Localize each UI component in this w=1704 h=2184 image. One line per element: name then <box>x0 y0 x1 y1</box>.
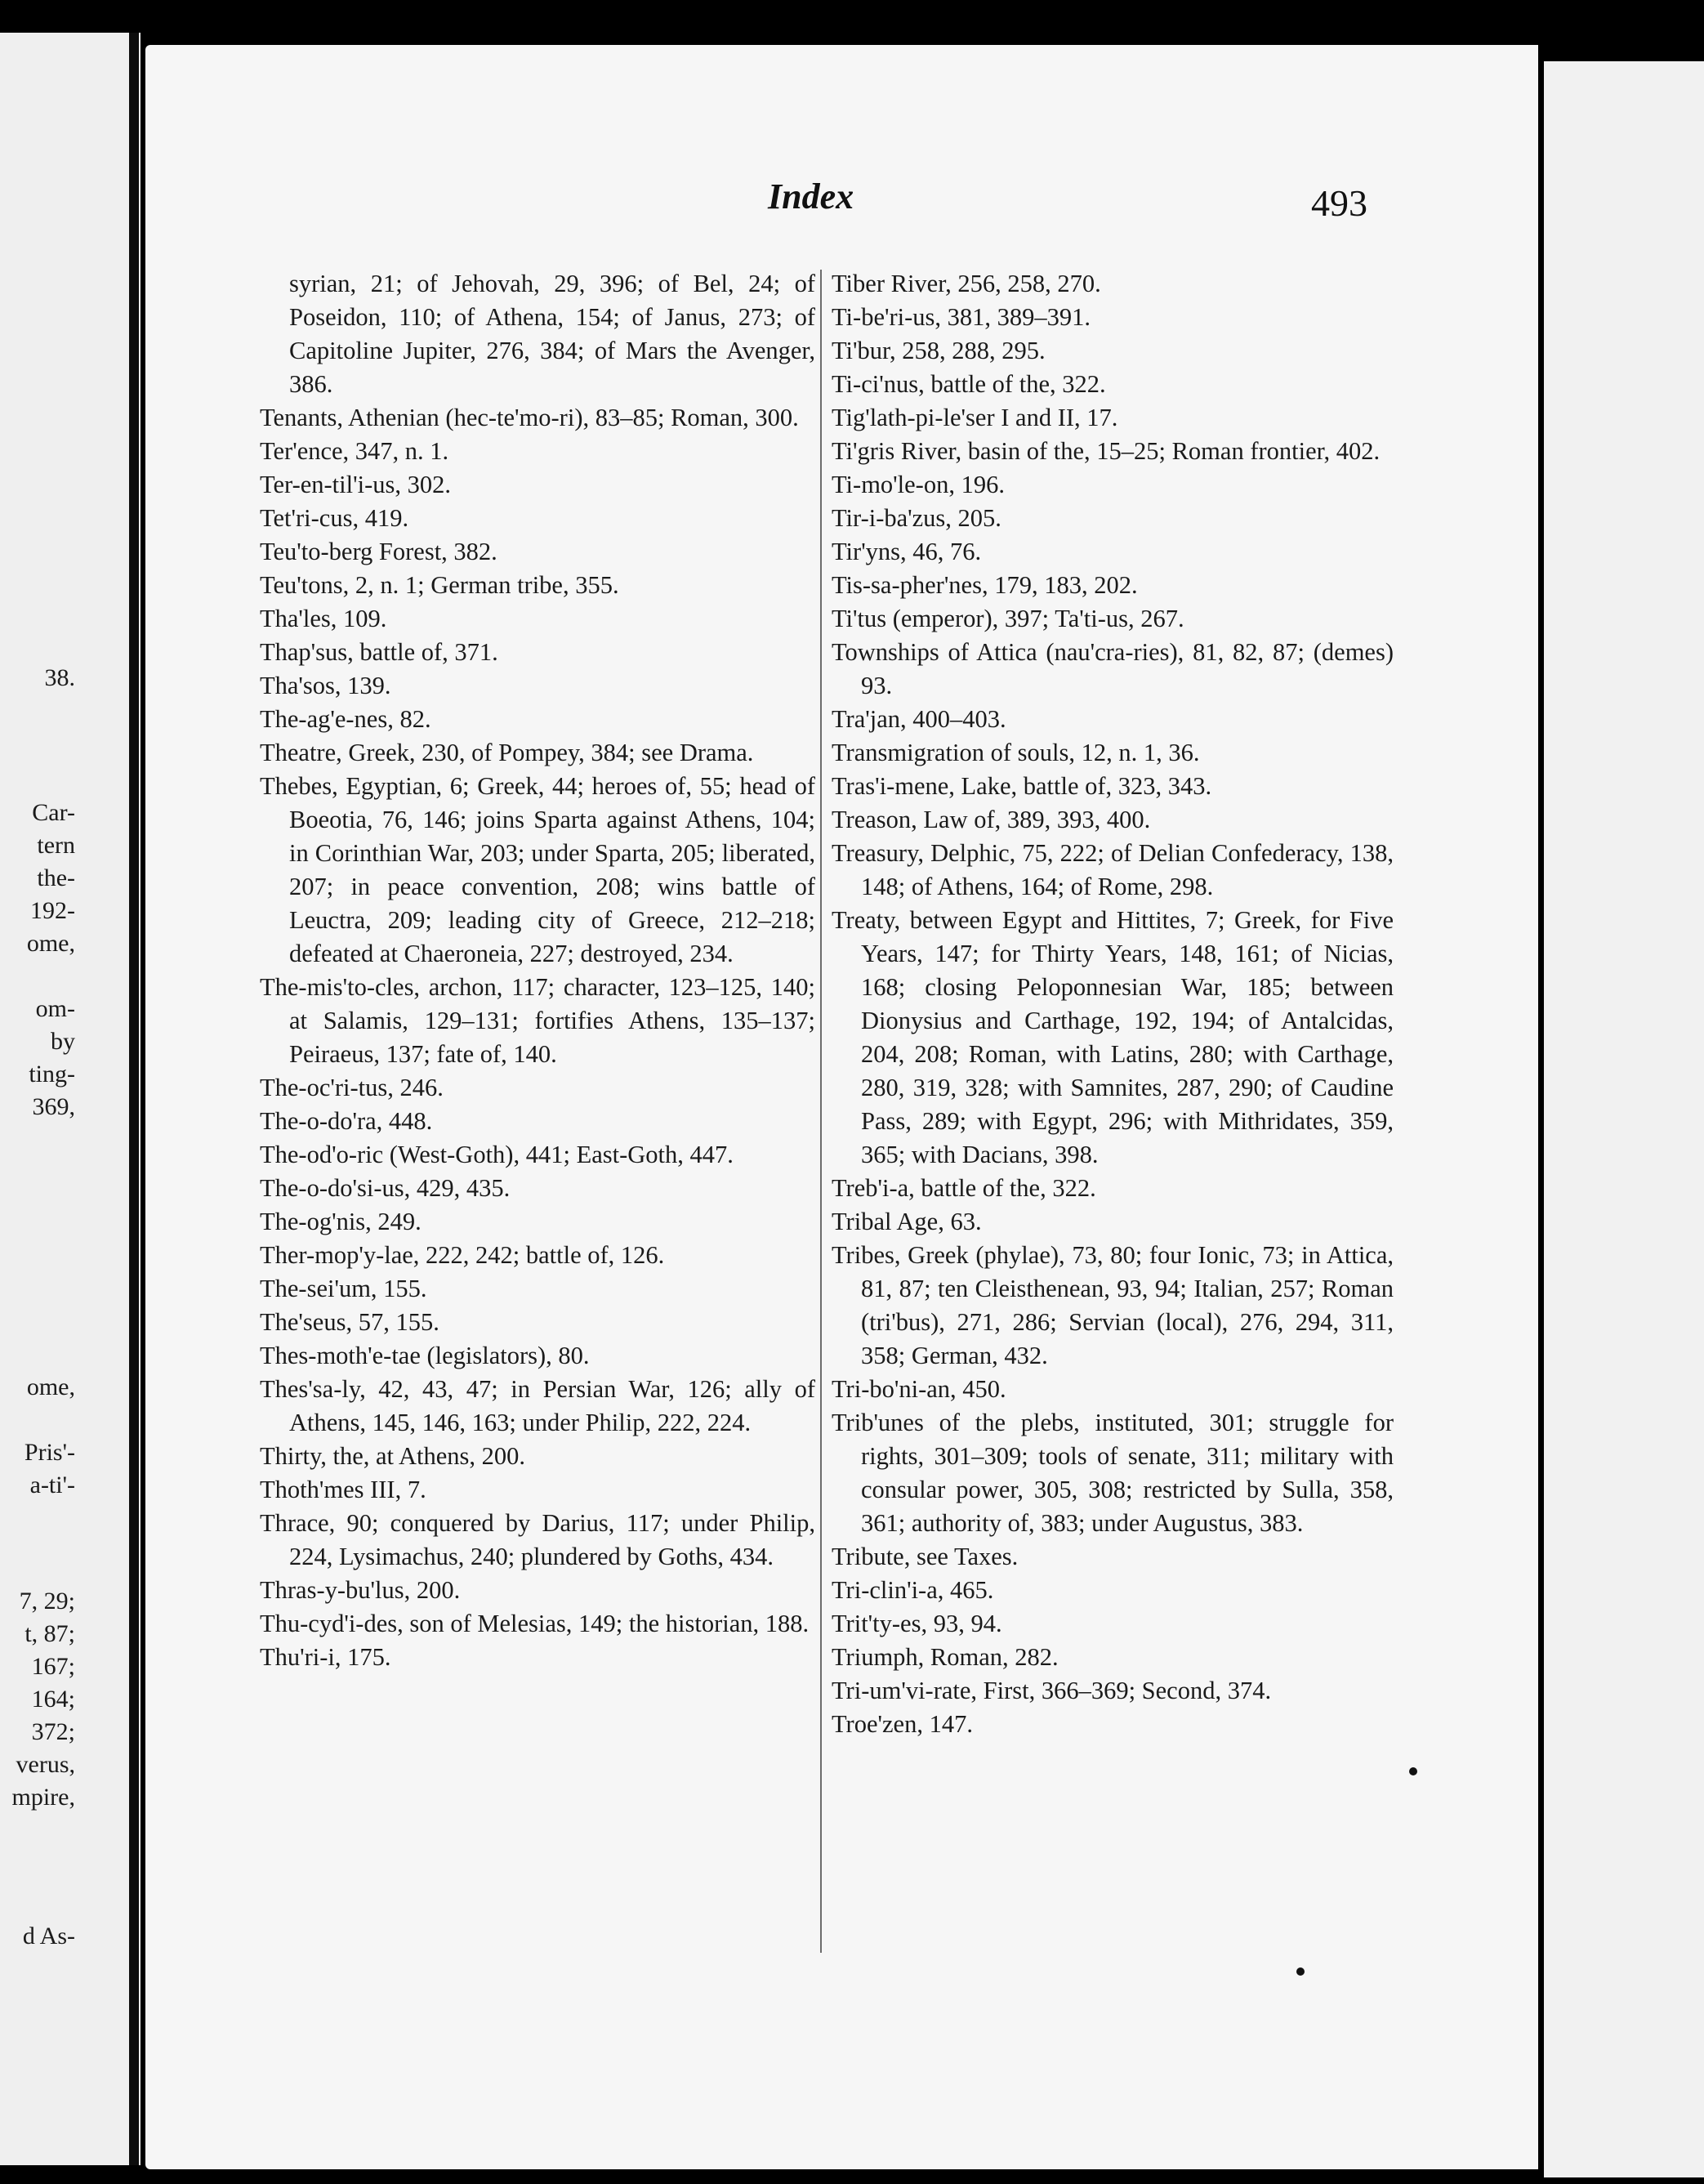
index-entry: Tri-bo'ni-an, 450. <box>832 1375 1006 1403</box>
ink-speck <box>1296 1967 1305 1976</box>
index-entry: The-o-do'si-us, 429, 435. <box>260 1174 511 1202</box>
index-entry-list <box>260 401 815 1674</box>
index-entry: Tenants, Athenian (hec-te'mo-ri), 83–85; Roman, 300. <box>260 404 799 431</box>
column-divider <box>820 270 822 1953</box>
index-entry: Tet'ri-cus, 419. <box>260 504 409 532</box>
index-entry: Thes'sa-ly, 42, 43, 47; in Persian War, 126; ally of Athens, 145, 146, 163; under Philip, 222, 224. <box>260 1375 815 1436</box>
index-entry: Troe'zen, 147. <box>832 1710 973 1738</box>
index-entry: Tha'sos, 139. <box>260 672 391 699</box>
index-entry: Tribal Age, 63. <box>832 1208 982 1235</box>
index-entry: Ti'tus (emperor), 397; Ta'ti-us, 267. <box>832 605 1184 632</box>
index-entry: Tribute, see Taxes. <box>832 1543 1019 1570</box>
index-entry: Transmigration of souls, 12, n. 1, 36. <box>832 739 1200 766</box>
index-entry: Tis-sa-pher'nes, 179, 183, 202. <box>832 571 1138 599</box>
margin-fragment: by <box>51 1028 75 1055</box>
index-entry: Ti'bur, 258, 288, 295. <box>832 337 1046 364</box>
book-spine-shadow <box>129 33 139 2165</box>
index-entry: Thu-cyd'i-des, son of Melesias, 149; the historian, 188. <box>260 1610 810 1637</box>
margin-fragment: ome, <box>26 930 75 957</box>
index-entry: Teu'to-berg Forest, 382. <box>260 538 497 565</box>
index-entry: Treaty, between Egypt and Hittites, 7; Greek, for Five Years, 147; for Thirty Years, 148, 161; of Nicias, 168; closing Peloponnesian War, 185; between Dionysius and Carthage, 192, 194; of Antalcidas, 204, 208; Roman, with Latins, 280; with Carthage, 280, 319, 328; with Samnites, 287, 290; of Caudine Pass, 289; with Egypt, 296; with Mithridates, 359, 365; with Dacians, 398. <box>832 906 1394 1168</box>
margin-fragment: Car- <box>32 799 75 826</box>
index-entry: Tir-i-ba'zus, 205. <box>832 504 1001 532</box>
running-title: Index <box>768 176 854 217</box>
index-entry: Thes-moth'e-tae (legislators), 80. <box>260 1342 590 1369</box>
index-entry: Treb'i-a, battle of the, 322. <box>832 1174 1096 1202</box>
index-entry: Thrace, 90; conquered by Darius, 117; under Philip, 224, Lysimachus, 240; plundered by Goths, 434. <box>260 1509 815 1570</box>
index-entry-continuation: syrian, 21; of Jehovah, 29, 396; of Bel, 24; of Poseidon, 110; of Athena, 154; of Janus, 273; of Capitoline Jupiter, 276, 384; of Mars the Avenger, 386. <box>289 270 815 398</box>
margin-fragment: 192- <box>30 897 75 924</box>
index-entry: Ti-be'ri-us, 381, 389–391. <box>832 303 1091 331</box>
index-entry: The-mis'to-cles, archon, 117; character, 123–125, 140; at Salamis, 129–131; fortifies Athens, 135–137; Peiraeus, 137; fate of, 140. <box>260 973 815 1068</box>
margin-fragment: 38. <box>44 664 75 691</box>
index-entry: Thoth'mes III, 7. <box>260 1476 426 1503</box>
index-entry: Ter-en-til'i-us, 302. <box>260 471 451 498</box>
margin-fragment: Pris'- <box>24 1439 75 1466</box>
index-entry: Ti-ci'nus, battle of the, 322. <box>832 370 1106 398</box>
index-entry: Tribes, Greek (phylae), 73, 80; four Ionic, 73; in Attica, 81, 87; ten Cleisthenean, 93, 94; Italian, 257; Roman (tri'bus), 271, 286; Servian (local), 276, 294, 311, 358; German, 432. <box>832 1241 1394 1369</box>
index-entry: Thebes, Egyptian, 6; Greek, 44; heroes of, 55; head of Boeotia, 76, 146; joins Sparta against Athens, 104; in Corinthian War, 203; under Sparta, 205; liberated, 207; in peace convention, 208; wins battle of Leuctra, 209; leading city of Greece, 212–218; defeated at Chaeroneia, 227; destroyed, 234. <box>260 772 815 967</box>
index-entry: Tha'les, 109. <box>260 605 387 632</box>
margin-fragment: mpire, <box>11 1784 75 1811</box>
index-entry: The'seus, 57, 155. <box>260 1308 439 1336</box>
margin-fragment: 167; <box>31 1653 75 1680</box>
margin-fragment: om- <box>35 995 75 1022</box>
index-entry-list <box>832 267 1394 1741</box>
margin-fragment: tern <box>37 832 75 859</box>
index-entry: Ti-mo'le-on, 196. <box>832 471 1005 498</box>
index-entry: Trib'unes of the plebs, instituted, 301; struggle for rights, 301–309; tools of senate, 311; military with consular power, 305, 308; restricted by Sulla, 358, 361; authority of, 383; under Augustus, 383. <box>832 1409 1394 1537</box>
margin-fragment: ting- <box>29 1061 75 1088</box>
margin-fragment: 372; <box>31 1718 75 1745</box>
index-entry: Treason, Law of, 389, 393, 400. <box>832 806 1151 833</box>
index-entry: Thu'ri-i, 175. <box>260 1643 391 1671</box>
index-entry: Tig'lath-pi-le'ser I and II, 17. <box>832 404 1118 431</box>
index-entry: Townships of Attica (nau'cra-ries), 81, 82, 87; (demes) 93. <box>832 638 1394 699</box>
page-number: 493 <box>1311 182 1367 224</box>
index-entry: Tras'i-mene, Lake, battle of, 323, 343. <box>832 772 1212 800</box>
margin-fragment: the- <box>37 864 75 891</box>
index-entry: Tiber River, 256, 258, 270. <box>832 270 1101 297</box>
index-entry: Ther-mop'y-lae, 222, 242; battle of, 126. <box>260 1241 665 1269</box>
index-entry: The-og'nis, 249. <box>260 1208 422 1235</box>
margin-fragment: 369, <box>32 1093 75 1120</box>
index-entry: Treasury, Delphic, 75, 222; of Delian Confederacy, 138, 148; of Athens, 164; of Rome, 298. <box>832 839 1394 900</box>
index-entry: Theatre, Greek, 230, of Pompey, 384; see Drama. <box>260 739 754 766</box>
margin-fragment: d As- <box>22 1923 75 1950</box>
index-entry: Thap'sus, battle of, 371. <box>260 638 498 666</box>
index-entry: The-sei'um, 155. <box>260 1275 427 1302</box>
index-entry: The-o-do'ra, 448. <box>260 1107 433 1135</box>
index-entry: Ti'gris River, basin of the, 15–25; Roman frontier, 402. <box>832 437 1381 465</box>
index-entry: Thirty, the, at Athens, 200. <box>260 1442 526 1470</box>
index-entry: Tri-clin'i-a, 465. <box>832 1576 994 1604</box>
margin-fragment: a-ti'- <box>29 1472 75 1498</box>
index-entry: The-ag'e-nes, 82. <box>260 705 431 733</box>
ink-speck <box>1409 1767 1417 1775</box>
facing-page-edge <box>0 33 141 2165</box>
index-entry: Tri-um'vi-rate, First, 366–369; Second, 374. <box>832 1677 1272 1704</box>
margin-fragment: 164; <box>31 1686 75 1713</box>
index-entry: The-od'o-ric (West-Goth), 441; East-Goth, 447. <box>260 1141 734 1168</box>
index-entry: Trit'ty-es, 93, 94. <box>832 1610 1002 1637</box>
next-page-edge <box>1544 61 1704 2177</box>
index-entry: The-oc'ri-tus, 246. <box>260 1074 444 1101</box>
margin-fragment: verus, <box>16 1751 75 1778</box>
index-column-right <box>832 267 1394 1741</box>
index-entry: Tir'yns, 46, 76. <box>832 538 982 565</box>
index-column-left <box>260 267 815 1674</box>
index-entry: Triumph, Roman, 282. <box>832 1643 1059 1671</box>
index-entry: Thras-y-bu'lus, 200. <box>260 1576 461 1604</box>
margin-fragment: t, 87; <box>25 1620 75 1647</box>
margin-fragment: 7, 29; <box>19 1588 75 1615</box>
index-entry: Teu'tons, 2, n. 1; German tribe, 355. <box>260 571 619 599</box>
index-entry: Tra'jan, 400–403. <box>832 705 1006 733</box>
margin-fragment: ome, <box>26 1373 75 1400</box>
index-entry: Ter'ence, 347, n. 1. <box>260 437 449 465</box>
